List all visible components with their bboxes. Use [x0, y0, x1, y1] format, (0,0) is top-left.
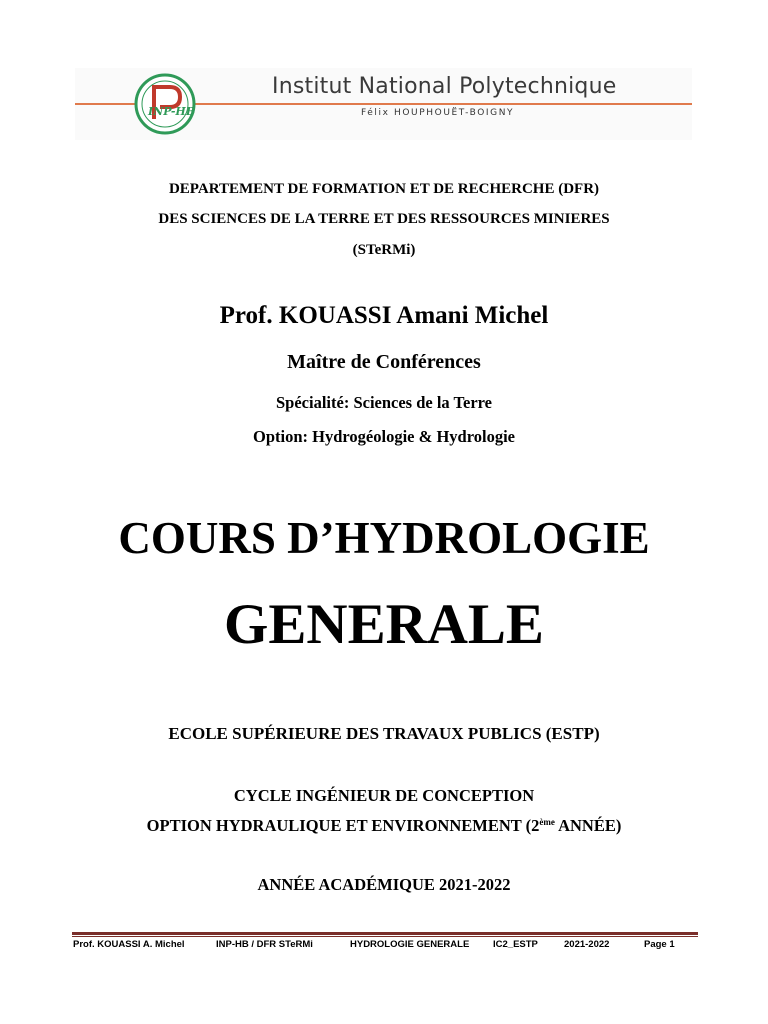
department-line-1: DEPARTEMENT DE FORMATION ET DE RECHERCHE (DFR) — [168, 181, 600, 197]
author-rank: Maître de Conférences — [287, 351, 481, 373]
program-cycle: CYCLE INGÉNIEUR DE CONCEPTION — [233, 786, 535, 805]
program-option-text: OPTION HYDRAULIQUE ET ENVIRONNEMENT (2 — [146, 816, 540, 835]
author-option: Option: Hydrogéologie & Hydrologie — [252, 427, 515, 446]
footer-rule-thick — [72, 932, 698, 935]
department-line-3: (STeRMi) — [352, 242, 416, 258]
footer-class: IC2_ESTP — [493, 939, 538, 950]
course-title-line-1: COURS D’HYDROLOGIE — [118, 513, 650, 563]
program-option-ordinal: ème — [539, 817, 555, 827]
department-line-2: DES SCIENCES DE LA TERRE ET DES RESSOURCES MINIERES — [158, 211, 610, 227]
footer-page-number: Page 1 — [644, 939, 675, 950]
course-title-line-2: GENERALE — [224, 593, 544, 656]
footer-course: HYDROLOGIE GENERALE — [350, 939, 470, 950]
inp-hb-logo — [134, 73, 196, 135]
footer-year: 2021-2022 — [564, 939, 610, 950]
program-option — [0, 816, 768, 836]
institute-subtitle: Félix HOUPHOUËT-BOIGNY — [361, 108, 515, 118]
program-option-year: ANNÉE) — [554, 816, 622, 835]
footer-org: INP-HB / DFR STeRMi — [216, 939, 313, 950]
academic-year: ANNÉE ACADÉMIQUE 2021-2022 — [257, 875, 511, 894]
institute-header — [75, 68, 692, 140]
logo-lettering: INP-HB — [148, 105, 196, 118]
author-specialty: Spécialité: Sciences de la Terre — [276, 393, 492, 412]
footer-author: Prof. KOUASSI A. Michel — [73, 939, 185, 950]
school-name: ECOLE SUPÉRIEURE DES TRAVAUX PUBLICS (ESTP) — [168, 724, 600, 743]
footer-rule-thin — [72, 936, 698, 937]
author-name: Prof. KOUASSI Amani Michel — [219, 302, 549, 329]
institute-name: Institut National Polytechnique — [272, 74, 617, 99]
